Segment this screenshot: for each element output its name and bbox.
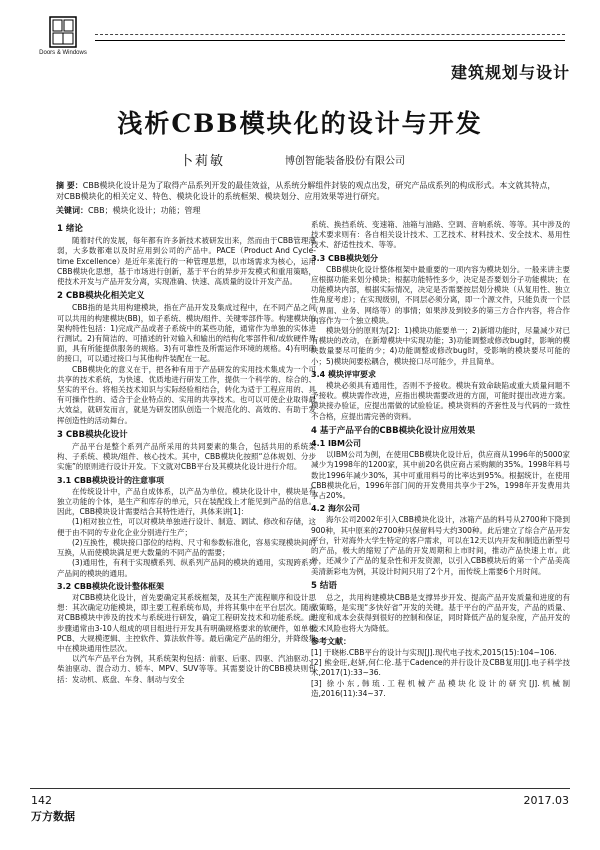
header-dashed-rule: [95, 34, 565, 35]
paragraph: CBB模块化设计整体框架中最重要的一项内容为模块划分。一般来讲主要应根据功能来划分模块；根据功能特性多少，决定是否要划分子功能模块；在功能模块内部，根据实际情况，决定是否需要按层划分模块（从复用性、独立性角度考虑）；在实现级别，不同层必须分离，即一个源文件，只能负责一个层（界面、业务、网络等）的事情；如果涉及到较多的第三方合作内容，将合作内容作为一个独立模块。: [311, 264, 570, 325]
journal-logo: [33, 16, 93, 64]
paragraph: 以IBM公司为例，在使用CBB模块化设计后，供应商从1996年的5000家减少为1998年的1200家，其中前20名供应商占采购额的35%。1998年料号数比1996年减少30%，其中可重用料号的比率达到95%。根据统计，在使用CBB模块化后，1996年部门间的开发费用共享少于2%，1998年开发费用共享占20%。: [311, 450, 570, 501]
abstract: [56, 180, 556, 216]
section-heading: 2 CBB模块化相关定义: [57, 291, 145, 302]
door-window-icon: [49, 16, 77, 48]
paragraph: 在传统设计中，产品自成体系，以产品为单位。模块化设计中，模块是有独立功能的个体，是生产和库存的单元，只在装配线上才能见到产品的信息。因此，CBB模块设计需要结合其特性进行，具体来讲[1]：: [57, 486, 316, 517]
subsection-heading: 参考文献：: [311, 636, 351, 646]
byline: [0, 150, 600, 169]
right-column: [311, 220, 570, 699]
left-column: [57, 220, 316, 685]
subsection-heading: 4.1 IBM公司: [311, 439, 361, 449]
paragraph: CBB指的是共用构建模块，指在产品开发及集成过程中，在不同产品之间可以共用的构建模块(BB)，如子系统、模块/组件、关键零部件等。构建模块的架构特性包括：1)完成产品或者子系统中的某些功能，通常作为单独的实体进行测试。2)有简洁的、可描述的针对输入和输出的结构化零部件和/或软硬件界面，具有所能提供服务的规格。3)有可靠性及所需运作环境的规格。4)有明确的接口，可以通过接口与其他构件装配在一起。: [57, 303, 316, 364]
section-label: 建筑规划与设计: [450, 63, 570, 82]
paragraph: 模块划分的原则为[2]：1)模块功能要单一；2)新增功能时，尽量减少对已有模块的改动，在新增模块中实现功能；3)功能调整或修改bug时，影响的模块数量要尽可能的少；4)功能调整或修改bug时，受影响的模块要尽可能的小；5)模块间要松耦合，模块接口尽可能少，并且简单。: [311, 326, 570, 366]
paragraph: 系统、换挡系统、变速箱、油箱与油路、空调、音响系统、等等。其中涉及的技术要求则有：各自相关设计技术、工艺技术、材料技术、安全技术、易用性技术、舒适性技术、等等。: [311, 220, 570, 250]
section-heading: 1 绪论: [57, 224, 83, 234]
paragraph: 模块必须具有通用性，否则不予接收。模块有致命缺陷或重大质量问题不予接收。模块需作改进，应指出模块需要改进的方面，可能时提出改进方案。模块接办验证，应提出需做的试验验证。模块资料的齐套性及与代码的一致性不合格，应提出需完善的资料。: [311, 381, 570, 421]
subsection-heading: 4.2 海尔公司: [311, 504, 360, 514]
abstract-label: 摘 要：: [56, 181, 83, 190]
subsection-heading: 3.3 CBB模块划分: [311, 253, 379, 263]
page-number: 142: [31, 794, 52, 807]
article-title: 浅析CBB模块化的设计与开发: [117, 109, 483, 138]
paragraph: (2)互换性，模块接口部位的结构、尺寸和参数标准化，容易实现模块间的互换，从而使模块满足更大数量的不同产品的需要；: [57, 537, 316, 558]
paragraph: 总之，共用构建模块CBB是支撑异步开发、提高产品开发质量和进度的有效策略，是实现“多快好省”开发的关键。基于平台的产品开发，产品的质量、进度和成本会获得到很好的控制和保证，同时降低产品的复杂度，产品开发的技术风险也将大为降低。: [311, 592, 570, 633]
subsection-heading: 3.4 模块评审要求: [311, 369, 376, 379]
issue-number: 2017.03: [523, 794, 569, 807]
source-brand: 万方数据: [31, 810, 75, 823]
paragraph: 以汽车产品平台为例，其系统架构包括：前驱、后驱、四驱、汽油驱动、柴油驱动、混合动力、轿车、MPV、SUV等等。其需要设计的CBB模块则包括：发动机、底盘、车身、制动与安全: [57, 654, 316, 684]
paragraph: 产品平台是整个系列产品所采用的共同要素的集合，包括共用的系统架构、子系统、模块/组件、核心技术。其中，CBB模块化按照“总体规划、分步实施”的原则进行设计开发。下文就对CBB平台及其模块化设计进行介绍。: [57, 442, 316, 472]
subsection-heading: 3.1 CBB模块设计的注意事项: [57, 475, 165, 485]
paragraph: CBB模块化的意义在于，把各种有用于产品研发的实用技术集成为一个可共享的技术系统，为快速、优质地进行研发工作，提供一个科学的、综合的、坚实的平台。将相关技术知识与实际经验相结合，转化为适于工程应用的、具有可操作性的、适合于企业特点的、实用的共享技术。也可以可使企业取得最大效益，就研发而言，就是为研发团队创造一个规范化的、高效的、有助于发挥创造性的活动舞台。: [57, 364, 316, 425]
paragraph: 对CBB模块化设计，首先要确定其系统框架，及其生产流程顺序和设计思想：其次确定功能模块，即主要工程系统布局，并将其集中在平台层次。随后对CBB模块中涉及的技术与系统进行研发，确定工程研发技术和功能系统。此步骤通常由3-10人组成的项目组进行开发具有明确规格要求的软硬件，如单板PCB、大规模逻辑、主控软件、算法软件等。最后确定产品的细分，并降级集中在模块通用性层次。: [57, 592, 316, 653]
footer-rule: [30, 788, 570, 789]
section-heading: 5 结语: [311, 580, 337, 591]
section-heading: 4 基于产品平台的CBB模块化设计应用效果: [311, 425, 476, 436]
keywords-text: CBB；模块化设计；功能；管理: [88, 206, 201, 215]
paragraph: 海尔公司2002年引入CBB模块化设计，冰箱产品的料号从2700种下降到900种，其中原来的2700种只保留料号大约300种。此后建立了综合产品开发平台，针对海外大学生特定的客户需求，可以在12天以内开发和制造出新型号的产品，极大的缩短了产品的开发周期和上市时间，推动产品快速上市。此外，还减少了产品的复杂性和开发资源，以引入CBB模块后的第一个产品美高美清新彩电为例，其设计时间只用了2个月，而传统上需要6个月时间。: [311, 515, 570, 576]
paragraph: (3)通用性，有利于实现横系列、纵系列产品间的模块的通用，实现跨系列产品间的模块的通用。: [57, 558, 316, 578]
reference-item: [1] 于晓彬.CBB平台的设计与实现[J].现代电子技术,2015(15):104~106.: [311, 647, 557, 657]
paragraph: 随着时代的发展，每年都有许多新技术被研发出来，然而由于CBB管理薄弱，大多数都难以及时应用到公司的产品中。PACE（Product And Cycle-time Excellence）是近年来流行的一种管理思想，以市场需求为核心，运用CBB模块化思想，基于市场进行创新，基于平台的异步开发模式和重用策略，使技术开发与产品开发分离，实现准确、快速、高质量的设计开发产品。: [57, 236, 316, 287]
header-rule: [95, 40, 565, 41]
paragraph: (1)相对独立性，可以对模块单独进行设计、制造、调试、修改和存储，这便于由不同的专业化企业分别进行生产；: [57, 517, 316, 537]
author-affiliation: 博创智能装备股份有限公司: [285, 156, 405, 167]
reference-item: [2] 熊金旺,赵妍,何仁伦.基于Cadence的并行设计及CBB复用[J].电子科学技术,2017(1):33~36.: [311, 658, 570, 678]
reference-item: [3] 徐小东,韩琉.工程机械产品模块化设计的研究[J].机械制造,2016(11):34~37.: [311, 678, 570, 698]
keywords-label: 关键词：: [56, 206, 88, 215]
abstract-text: CBB模块化设计是为了取得产品系列开发的最佳效益，从系统分解组件封装的观点出发，研究产品成系列的构成形式。本文就其特点，对CBB模块化的相关定义、特色、模块化设计的系统框架、模块划分、应用效果等进行研究。: [56, 181, 556, 201]
subsection-heading: 3.2 CBB模块化设计整体框架: [57, 581, 165, 591]
logo-text: Doors & Windows: [39, 50, 87, 56]
author-name: 卜莉敏: [180, 154, 226, 169]
section-heading: 3 CBB模块化设计: [57, 429, 128, 440]
